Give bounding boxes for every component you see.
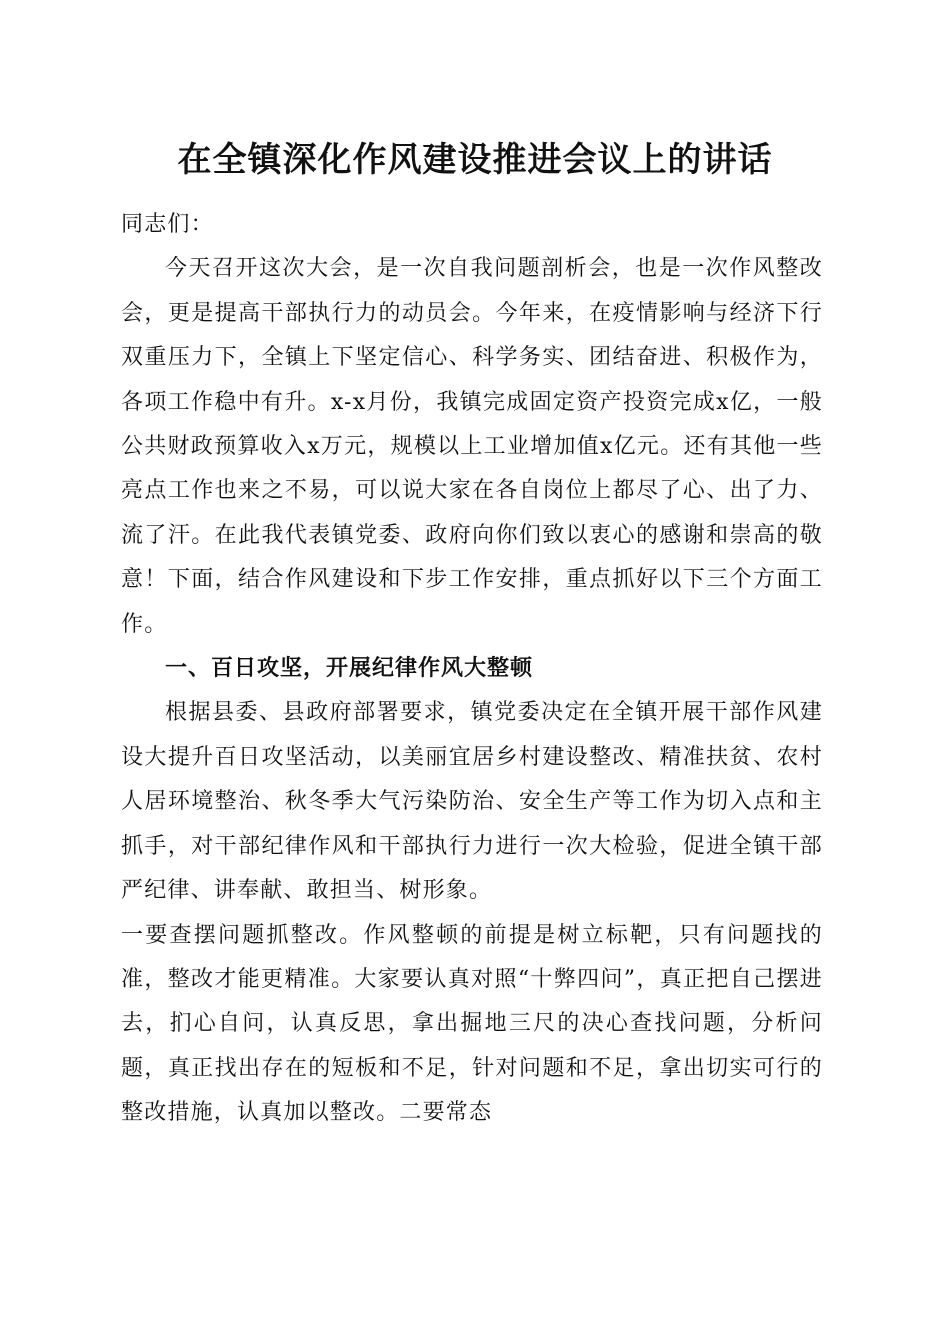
paragraph-section-1-continued: 一要查摆问题抓整改。作风整顿的前提是树立标靶，只有问题找的准，整改才能更精准。大家要认真对照“十弊四问”，真正把自己摆进去，扪心自问，认真反思，拿出掘地三尺的决心查找问题，分析问题，真正找出存在的短板和不足，针对问题和不足，拿出切实可行的整改措施，认真加以整改。二要常态: [121, 922, 823, 1126]
page-title: 在全镇深化作风建设推进会议上的讲话: [177, 140, 773, 180]
paragraph-section-1: 根据县委、县政府部署要求，镇党委决定在全镇开展干部作风建设大提升百日攻坚活动，以美丽宜居乡村建设整改、精准扶贫、农村人居环境整治、秋冬季大气污染防治、安全生产等工作为切入点和主抓手，对干部纪律作风和干部执行力进行一次大检验，促进全镇干部严纪律、讲奉献、敢担当、树形象。: [121, 700, 823, 904]
paragraph-intro: 今天召开这次大会，是一次自我问题剖析会，也是一次作风整改会，更是提高干部执行力的动员会。今年来，在疫情影响与经济下行双重压力下，全镇上下坚定信心、科学务实、团结奋进、积极作为，各项工作稳中有升。x-x月份，我镇完成固定资产投资完成x亿，一般公共财政预算收入x万元，规模以上工业增加值x亿元。还有其他一些亮点工作也来之不易，可以说大家在各自岗位上都尽了心、出了力、流了汗。在此我代表镇党委、政府向你们致以衷心的感谢和崇高的敬意！下面，结合作风建设和下步工作安排，重点抓好以下三个方面工作。: [121, 256, 823, 637]
section-heading-1: 一、百日攻坚，开展纪律作风大整顿: [165, 656, 534, 682]
salutation: 同志们：: [121, 212, 214, 237]
document-body: [121, 203, 823, 1136]
